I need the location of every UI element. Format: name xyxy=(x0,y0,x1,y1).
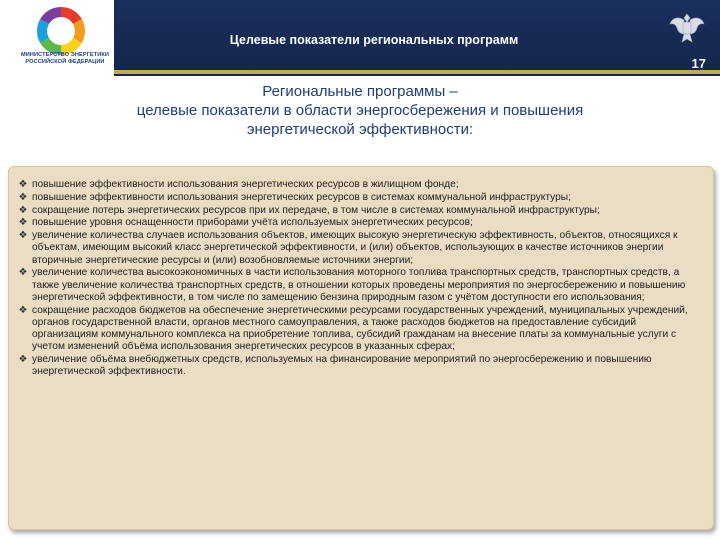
page-title: Целевые показатели региональных программ xyxy=(229,33,519,47)
diamond-bullet-icon: ❖ xyxy=(18,230,28,242)
subtitle-line: энергетической эффективности: xyxy=(246,121,474,138)
list-item xyxy=(17,179,701,191)
list-item-text: увеличение объёма внебюджетных средств, используемых на финансирование мероприятий по энергосбережению и повышению энергетической эффективности. xyxy=(32,354,652,378)
header-bar xyxy=(114,0,720,76)
ministry-logo xyxy=(4,4,126,76)
slide-subtitle xyxy=(60,82,660,139)
list-item xyxy=(17,192,701,204)
list-item-text: увеличение количества случаев использования объектов, имеющих высокую энергетическую эффективность, объектов, относящихся к объектам, имеющим высокий класс энергетической эффективности, и (или) объектов, использующих в качестве источников энергии вторичные энергетические ресурсы и (или) возобновляемые источники энергии; xyxy=(32,230,678,266)
list-item xyxy=(17,230,701,267)
logo-text-line: МИНИСТЕРСТВО ЭНЕРГЕТИКИ xyxy=(20,52,110,58)
list-item-text: увеличение количества высокоэкономичных в части использования моторного топлива транспортных средств, транспортных средств, а также увеличение количества транспортных средств, в отношении которых проведены мероприятия по энергосбережению и повышению энергетической эффективности, в том числе по замещению бензина природным газом с учётом доступности его использования; xyxy=(32,267,686,303)
diamond-bullet-icon: ❖ xyxy=(18,179,28,190)
page-number: 17 xyxy=(691,56,706,71)
diamond-bullet-icon: ❖ xyxy=(18,204,28,216)
diamond-bullet-icon: ❖ xyxy=(18,267,28,279)
list-item xyxy=(17,217,701,229)
list-item-text: повышение эффективности использования энергетических ресурсов в системах коммунальной инфраструктуры; xyxy=(32,191,571,203)
logo-text-line: РОССИЙСКОЙ ФЕДЕРАЦИИ xyxy=(25,59,105,65)
russian-eagle-emblem-icon xyxy=(668,8,706,48)
diamond-bullet-icon: ❖ xyxy=(18,304,28,316)
indicators-list xyxy=(9,167,713,378)
list-item-text: повышение эффективности использования энергетических ресурсов в жилищном фонде; xyxy=(32,179,459,190)
indicators-panel xyxy=(8,166,714,530)
list-item-text: сокращение расходов бюджетов на обеспечение энергетическими ресурсами государственных учреждений, муниципальных учреждений, органов государственной власти, органов местного самоуправления, а также расходов бюджетов на предоставление субсидий организациям коммунального комплекса на приобретение топлива, субсидий гражданам на внесение платы за коммунальные услуги с учетом изменений объёма использования энергетических ресурсов в указанных сферах; xyxy=(32,304,688,353)
subtitle-line: целевые показатели в области энергосбережения и повышения xyxy=(136,102,584,119)
list-item-text: сокращение потерь энергетических ресурсов при их передаче, в том числе в системах коммунальной инфраструктуры; xyxy=(32,204,600,216)
list-item-text: повышение уровня оснащенности приборами учёта используемых энергетических ресурсов; xyxy=(32,217,473,229)
list-item xyxy=(17,305,701,354)
list-item xyxy=(17,267,701,304)
ministry-logo-ring-icon xyxy=(34,4,88,58)
subtitle-line: Региональные программы – xyxy=(262,83,458,100)
header-accent-line xyxy=(114,70,720,74)
list-item xyxy=(17,205,701,217)
diamond-bullet-icon: ❖ xyxy=(18,217,28,229)
diamond-bullet-icon: ❖ xyxy=(18,354,28,365)
list-item xyxy=(17,354,701,378)
ministry-logo-text xyxy=(4,52,126,66)
diamond-bullet-icon: ❖ xyxy=(18,191,28,203)
